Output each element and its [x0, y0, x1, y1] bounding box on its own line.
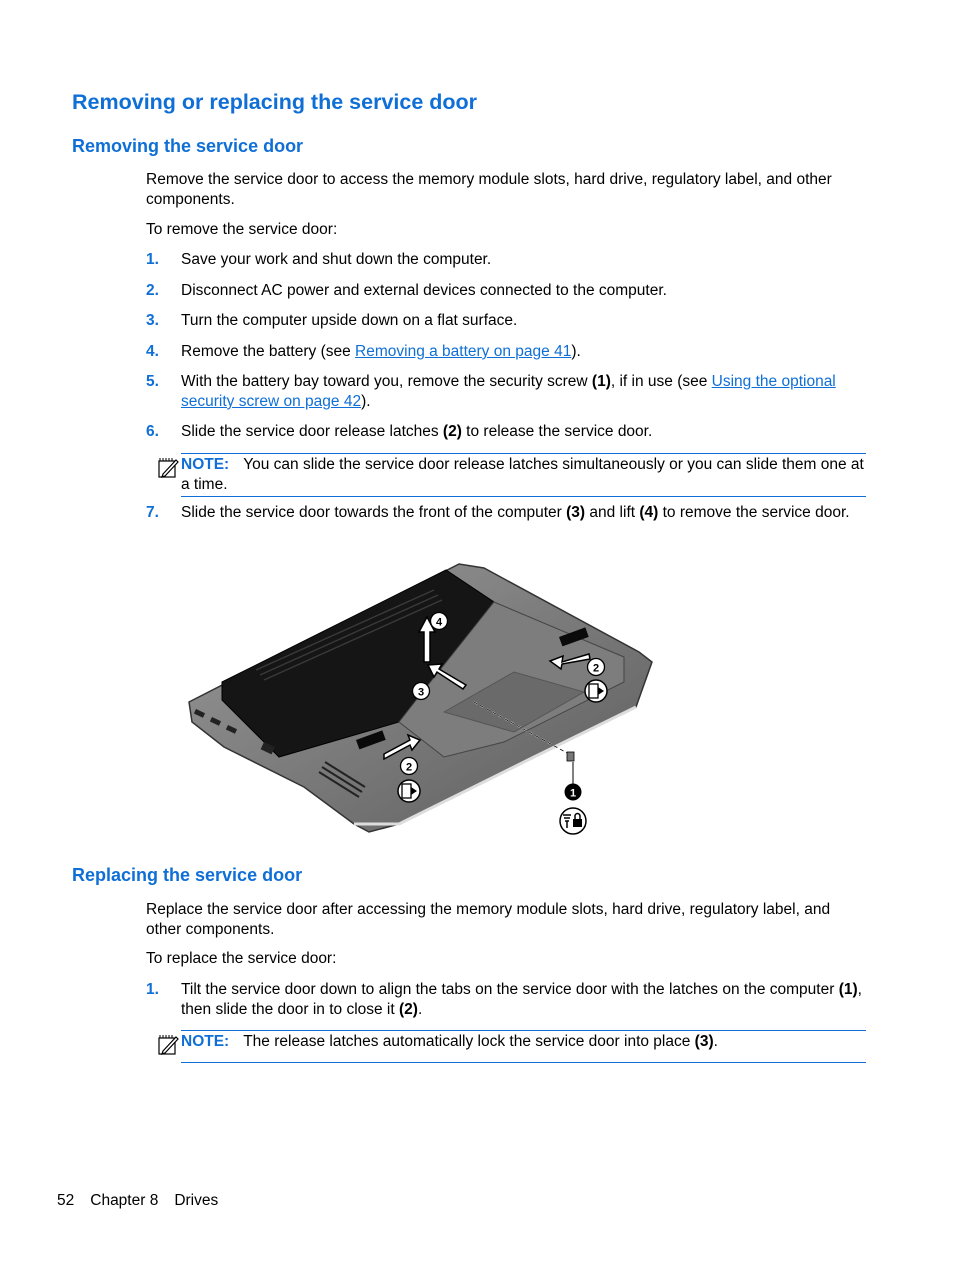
- section2-lead: To replace the service door:: [146, 950, 337, 967]
- svg-text:2: 2: [592, 662, 600, 675]
- step-7: [146, 503, 866, 523]
- latch-release-icon-right: [585, 680, 607, 702]
- step-6: [146, 422, 866, 442]
- note-label: NOTE:: [181, 456, 230, 473]
- callout-2-left: [401, 758, 418, 775]
- step-number: 6.: [146, 423, 159, 440]
- section-heading-replacing: Replacing the service door: [72, 865, 303, 885]
- step-text: Slide the service door release latches (2) to release the service door.: [181, 423, 653, 440]
- page-footer: [57, 1192, 234, 1210]
- callout-2-right: [588, 659, 605, 676]
- svg-text:2: 2: [405, 761, 413, 774]
- note-box: NOTE: The release latches automatically lock the service door into place (3).: [181, 1030, 866, 1063]
- footer-chapter: Chapter 8: [90, 1192, 159, 1209]
- note-label: NOTE:: [181, 1033, 230, 1050]
- step-number: 1.: [146, 981, 159, 998]
- step-number: 4.: [146, 343, 159, 360]
- step-3: [146, 311, 866, 331]
- section2-intro: Replace the service door after accessing the memory module slots, hard drive, regulatory label, and other components.: [146, 901, 831, 938]
- step-number: 3.: [146, 312, 159, 329]
- step-text: Tilt the service door down to align the tabs on the service door with the latches on the computer (1), then slide the door in to close it (2).: [181, 981, 862, 1018]
- step-number: 7.: [146, 504, 159, 521]
- latch-release-icon-left: [398, 780, 420, 802]
- step-number: 1.: [146, 251, 159, 268]
- step-text: Turn the computer upside down on a flat surface.: [181, 312, 518, 329]
- step-number: 5.: [146, 373, 159, 390]
- footer-section: Drives: [174, 1192, 219, 1209]
- note-icon: [157, 1034, 179, 1056]
- svg-text:4: 4: [435, 616, 443, 629]
- svg-text:3: 3: [417, 686, 425, 699]
- note-box: [181, 453, 866, 497]
- section1-lead: To remove the service door:: [146, 221, 338, 238]
- replace-step-1: [146, 980, 866, 1020]
- screw-lock-icon: [560, 808, 586, 834]
- step-text: With the battery bay toward you, remove the security screw (1), if in use (see Using the optional security screw on page 42).: [181, 373, 836, 410]
- service-door-illustration: [184, 562, 658, 837]
- svg-text:1: 1: [569, 787, 577, 800]
- callout-1: [565, 784, 582, 801]
- page-number: 52: [57, 1192, 75, 1209]
- step-text: Slide the service door towards the front of the computer (3) and lift (4) to remove the service door.: [181, 504, 850, 521]
- section1-intro: Remove the service door to access the memory module slots, hard drive, regulatory label, and other components.: [146, 171, 832, 208]
- step-text: Save your work and shut down the computer.: [181, 251, 492, 268]
- step-text: Remove the battery (see Removing a battery on page 41).: [181, 343, 581, 360]
- step-4: [146, 342, 866, 362]
- section-heading-removing: Removing the service door: [72, 136, 304, 156]
- security-screw: [567, 752, 574, 761]
- security-screw-link[interactable]: Using the optional security screw on page 42: [181, 373, 836, 410]
- step-text: Disconnect AC power and external devices connected to the computer.: [181, 282, 667, 299]
- step-number: 2.: [146, 282, 159, 299]
- callout-3: [413, 683, 430, 700]
- step-1: [146, 250, 866, 270]
- battery-removal-link[interactable]: Removing a battery on page 41: [355, 343, 572, 360]
- step-5: [146, 372, 866, 412]
- note-icon: [157, 457, 179, 479]
- step-2: [146, 281, 866, 301]
- callout-4: [431, 613, 448, 630]
- note-text: You can slide the service door release latches simultaneously or you can slide them one at a time.: [181, 456, 864, 493]
- page-title: Removing or replacing the service door: [72, 90, 478, 114]
